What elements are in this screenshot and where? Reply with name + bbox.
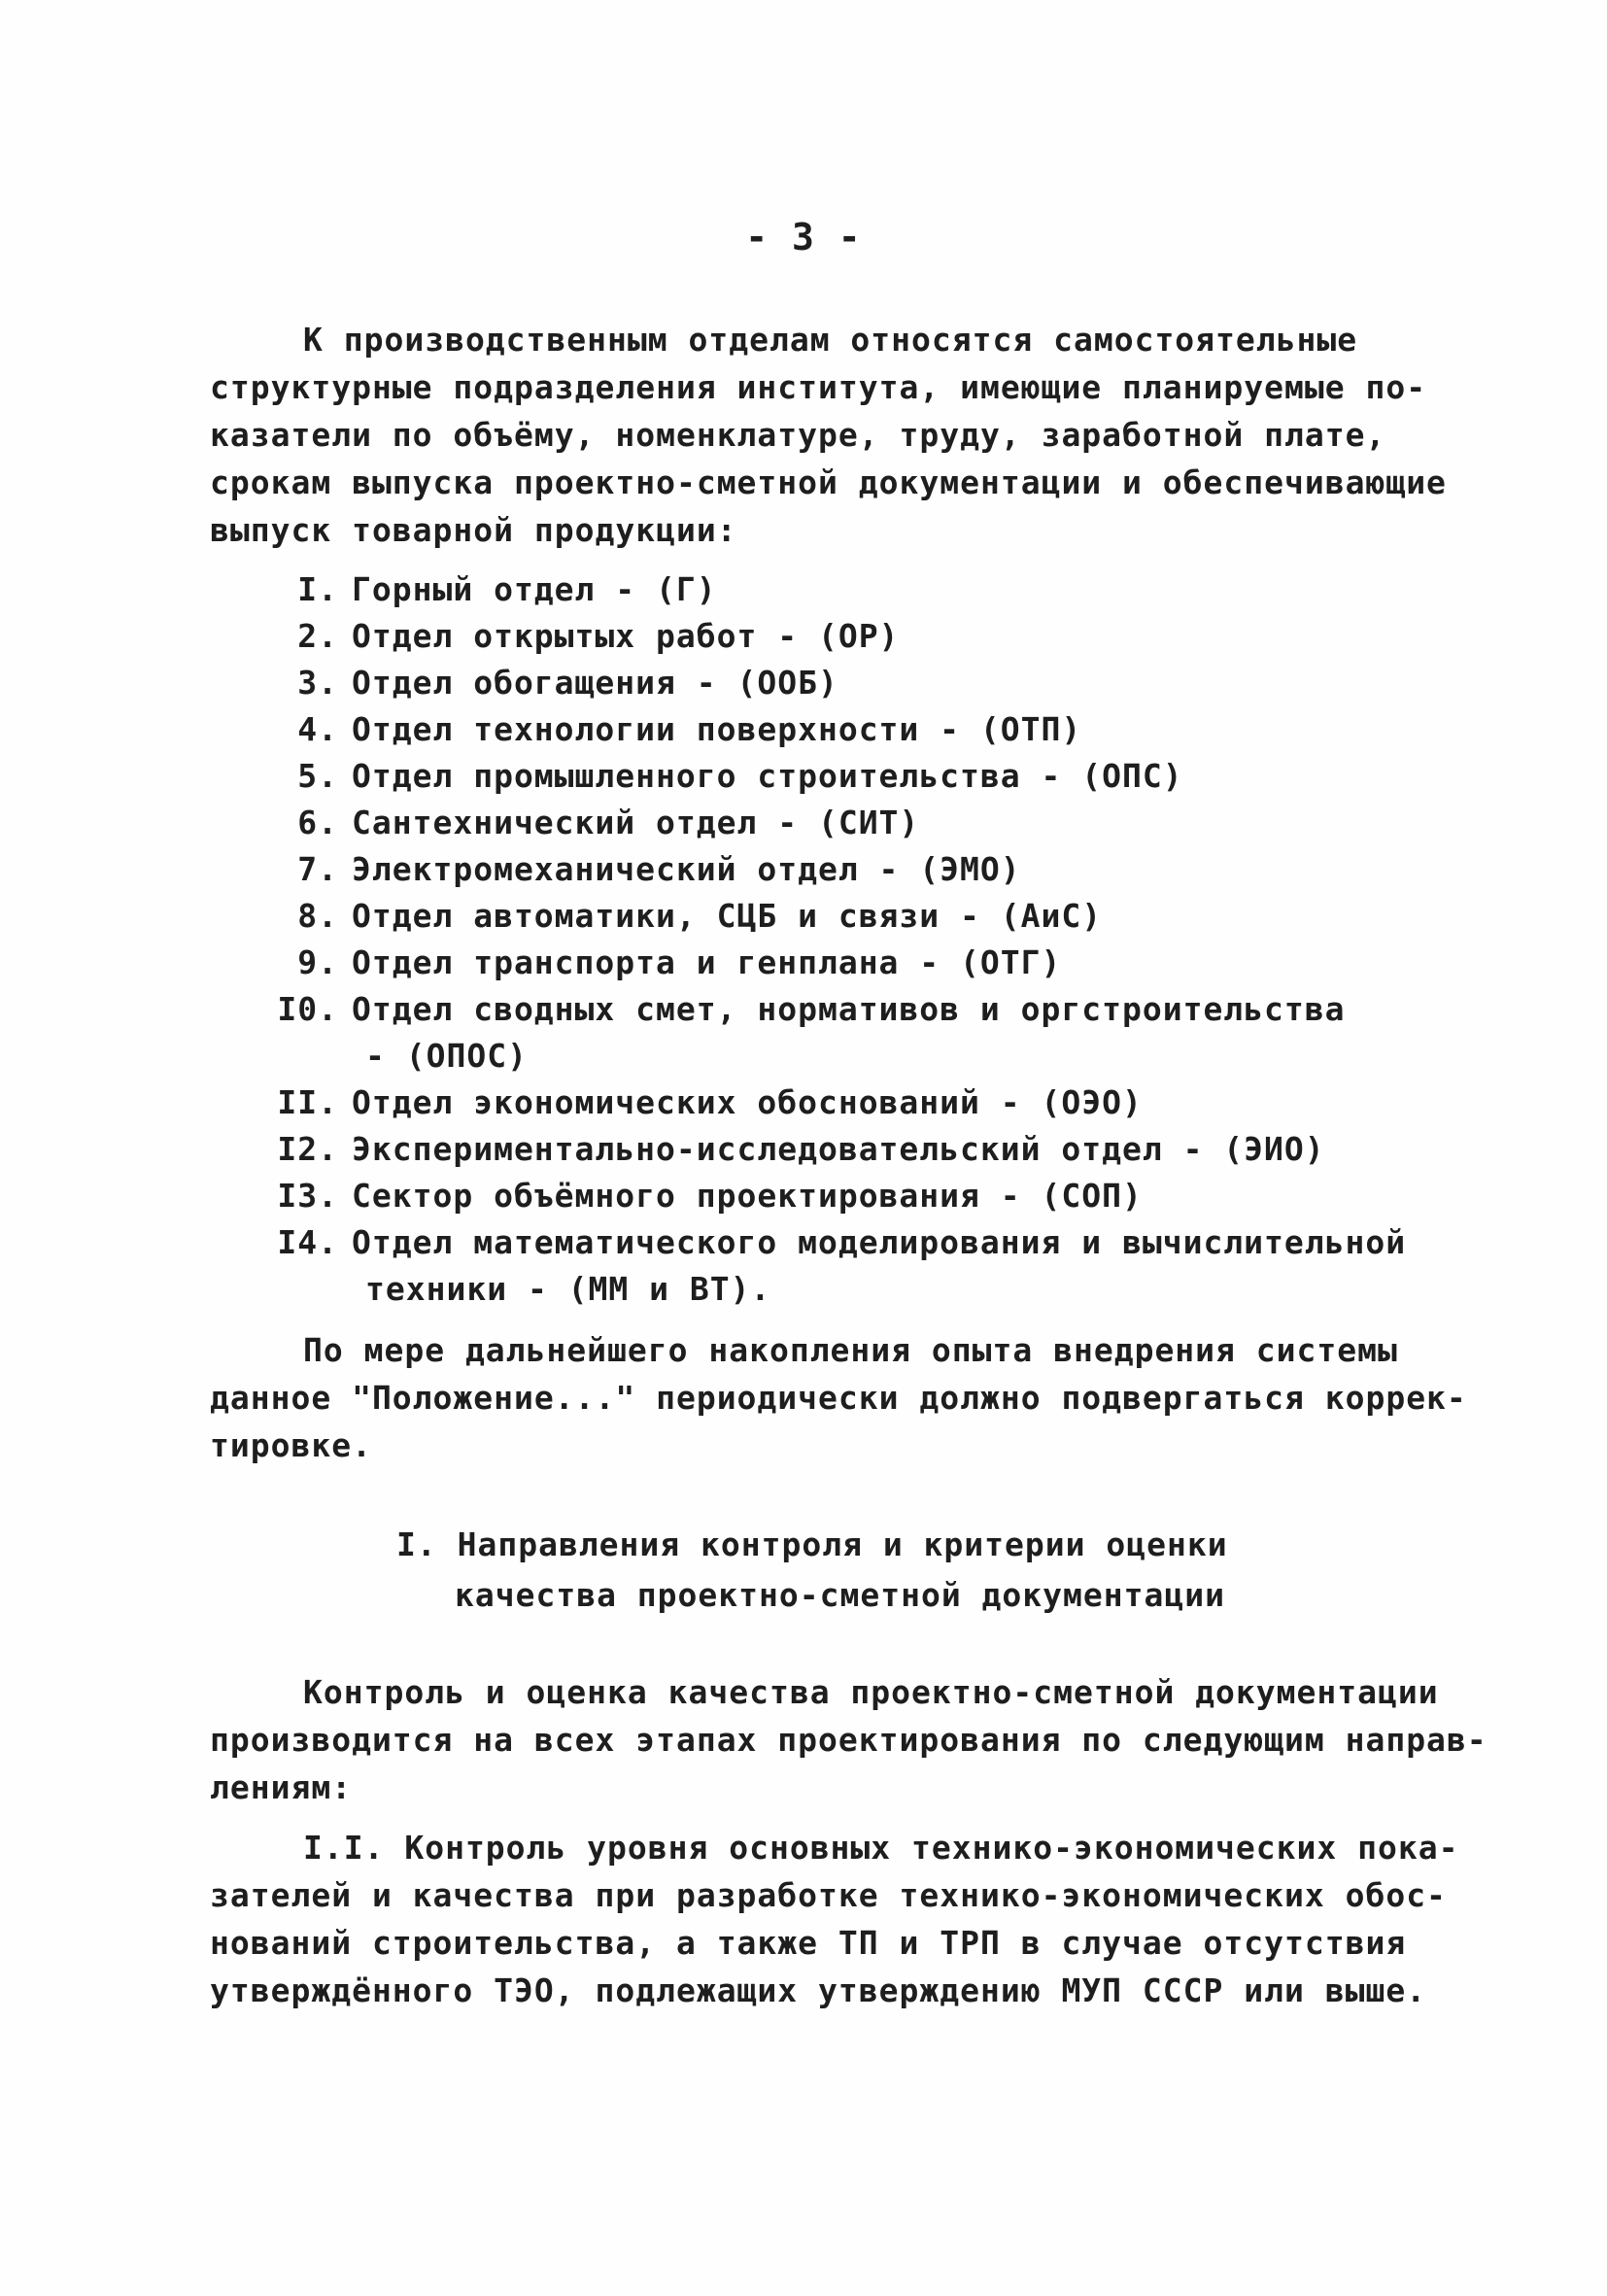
section-heading: I. Направления контроля и критерии оценки <box>396 1525 1228 1563</box>
item-line: I.I. Контроль уровня основных технико-экономических пока- <box>303 1829 1459 1867</box>
list-item <box>262 802 919 844</box>
list-number: 3. <box>297 664 338 702</box>
list-item <box>262 568 717 611</box>
list-item <box>262 662 838 704</box>
list-number: 2. <box>297 617 338 655</box>
list-number: I3. <box>277 1177 338 1215</box>
list-number: 4. <box>297 710 338 748</box>
intro-line: срокам выпуска проектно-сметной документации и обеспечивающие <box>210 463 1447 501</box>
note-line: данное "Положение..." периодически должно подвергаться коррек- <box>210 1379 1467 1417</box>
list-text: Горный отдел - (Г) <box>352 570 717 608</box>
list-number: I0. <box>277 990 338 1028</box>
list-number: 9. <box>297 943 338 981</box>
list-item <box>262 708 1081 751</box>
list-text: Отдел технологии поверхности - (ОТП) <box>352 710 1082 748</box>
list-text: Отдел математического моделирования и вычислительной <box>352 1223 1407 1261</box>
intro-line: казатели по объёму, номенклатуре, труду, заработной плате, <box>210 416 1386 454</box>
list-number: 8. <box>297 897 338 935</box>
note-line: тировке. <box>210 1426 372 1464</box>
intro-line: К производственным отделам относятся самостоятельные <box>303 321 1358 359</box>
list-text: Сантехнический отдел - (СИТ) <box>352 804 920 841</box>
section-intro-line: производится на всех этапах проектирования по следующим направ- <box>210 1721 1487 1759</box>
list-text: Экспериментально-исследовательский отдел - (ЭИО) <box>352 1130 1325 1168</box>
list-item <box>262 615 899 658</box>
list-number: II. <box>277 1083 338 1121</box>
list-item <box>262 988 1346 1031</box>
list-number: 5. <box>297 757 338 795</box>
item-line: утверждённого ТЭО, подлежащих утверждению МУП СССР или выше. <box>210 1971 1427 2009</box>
section-intro-line: лениям: <box>210 1768 353 1806</box>
list-continuation: - (ОПОС) <box>365 1037 528 1075</box>
list-item <box>262 942 1061 984</box>
item-line: зателей и качества при разработке технико-экономических обос- <box>210 1876 1447 1914</box>
list-text: Сектор объёмного проектирования - (СОП) <box>352 1177 1143 1215</box>
list-item <box>262 1128 1325 1171</box>
list-number: 6. <box>297 804 338 841</box>
list-text: Отдел открытых работ - (ОР) <box>352 617 900 655</box>
list-item <box>262 848 1021 891</box>
note-line: По мере дальнейшего накопления опыта внедрения системы <box>303 1331 1398 1369</box>
list-number: I. <box>297 570 338 608</box>
list-text: Отдел сводных смет, нормативов и оргстроительства <box>352 990 1346 1028</box>
list-item <box>262 1175 1143 1217</box>
list-continuation: техники - (ММ и ВТ). <box>365 1270 771 1308</box>
list-text: Отдел промышленного строительства - (ОПС) <box>352 757 1183 795</box>
item-line: нований строительства, а также ТП и ТРП в случае отсутствия <box>210 1924 1407 1962</box>
list-item <box>262 755 1183 798</box>
page-number: - 3 - <box>745 216 862 258</box>
section-heading: качества проектно-сметной документации <box>455 1576 1225 1614</box>
list-text: Отдел автоматики, СЦБ и связи - (АиС) <box>352 897 1103 935</box>
list-text: Отдел обогащения - (ООБ) <box>352 664 838 702</box>
list-text: Отдел экономических обоснований - (ОЭО) <box>352 1083 1143 1121</box>
section-intro-line: Контроль и оценка качества проектно-сметной документации <box>303 1673 1439 1711</box>
list-item <box>262 895 1102 938</box>
list-number: I2. <box>277 1130 338 1168</box>
list-text: Отдел транспорта и генплана - (ОТГ) <box>352 943 1062 981</box>
list-number: 7. <box>297 850 338 888</box>
intro-line: выпуск товарной продукции: <box>210 511 737 549</box>
list-text: Электромеханический отдел - (ЭМО) <box>352 850 1021 888</box>
list-number: I4. <box>277 1223 338 1261</box>
list-item <box>262 1221 1406 1264</box>
list-item <box>262 1081 1143 1124</box>
intro-line: структурные подразделения института, имеющие планируемые по- <box>210 368 1427 406</box>
